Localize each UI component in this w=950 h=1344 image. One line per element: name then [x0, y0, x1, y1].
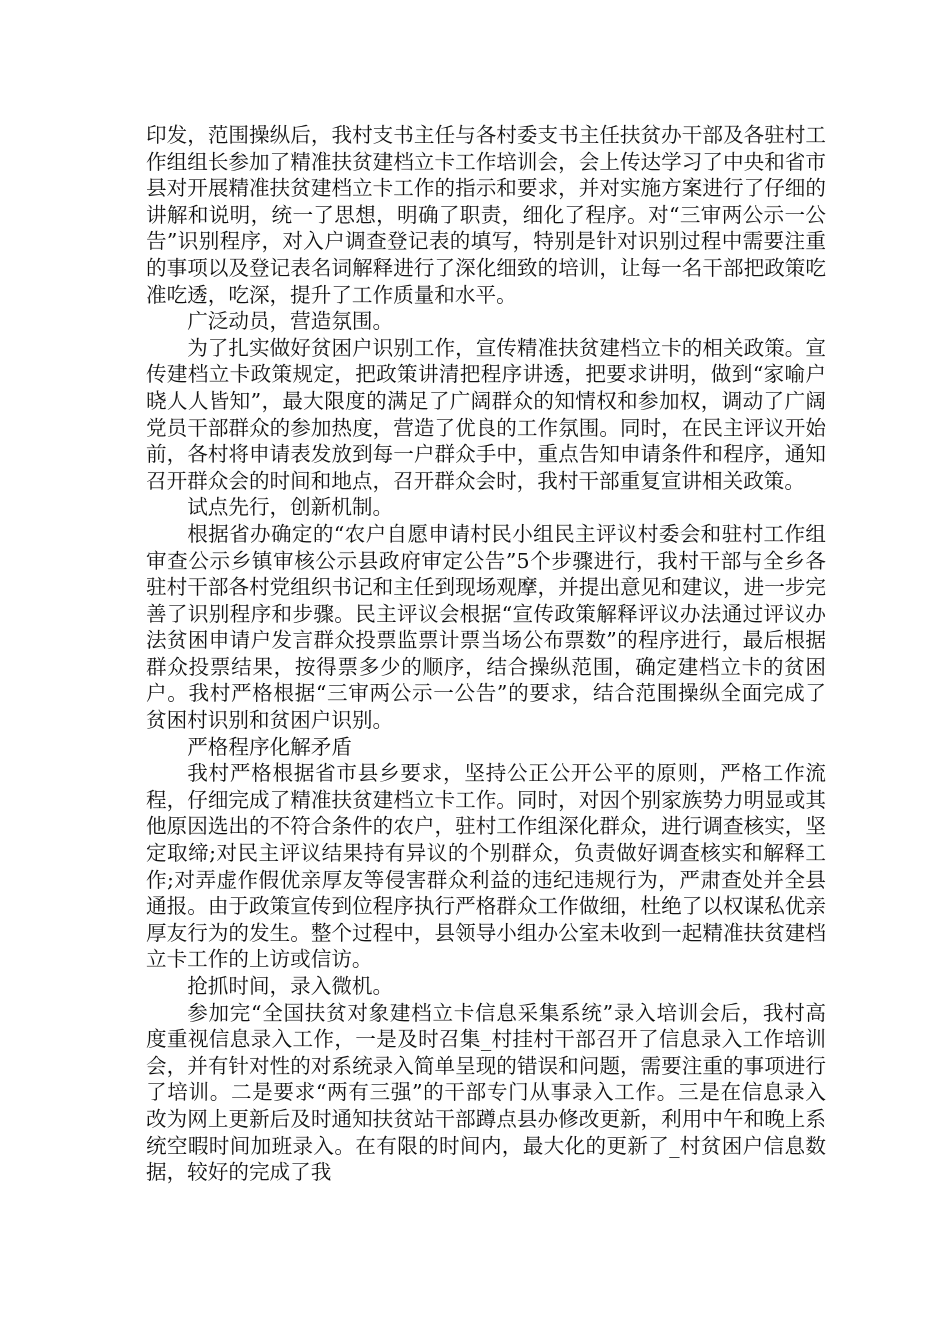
paragraph-mobilization: 为了扎实做好贫困户识别工作，宣传精准扶贫建档立卡的相关政策。宣传建档立卡政策规定，把政策讲清把程序讲透，把要求讲明，做到“家喻户晓人人皆知”，最大限度的满足了广阔群众的知情权和参加权，调动了广阔党员干部群众的参加热度，营造了优良的工作氛围。同时，在民主评议开始前，各村将申请表发放到每一户群众手中，重点告知申请条件和程序，通知召开群众会的时间和地点，召开群众会时，我村干部重复宣讲相关政策。	[146, 335, 826, 493]
section-heading-data-entry: 抢抓时间，录入微机。	[187, 974, 394, 998]
section-heading-mobilization: 广泛动员，营造氛围。	[187, 309, 394, 334]
section-heading-procedure: 严格程序化解矛盾	[187, 734, 352, 759]
paragraph-intro: 印发，范围操纵后，我村支书主任与各村委支书主任扶贫办干部及各驻村工作组组长参加了精准扶贫建档立卡工作培训会，会上传达学习了中央和省市县对开展精准扶贫建档立卡工作的指示和要求，并对实施方案进行了仔细的讲解和说明，统一了思想，明确了职责，细化了程序。对“三审两公示一公告”识别程序，对入户调查登记表的填写，特别是针对识别过程中需要注重的事项以及登记表名词解释进行了深化细致的培训，让每一名干部把政策吃准吃透，吃深，提升了工作质量和水平。	[146, 123, 826, 307]
document-body	[146, 122, 826, 1186]
paragraph-pilot: 根据省办确定的“农户自愿申请村民小组民主评议村委会和驻村工作组审查公示乡镇审核公示县政府审定公告”5个步骤进行，我村干部与全乡各驻村干部各村党组织书记和主任到现场观摩，并提出意见和建议，进一步完善了识别程序和步骤。民主评议会根据“宣传政策解释评议办法通过评议办法贫困申请户发言群众投票监票计票当场公布票数”的程序进行，最后根据群众投票结果，按得票多少的顺序，结合操纵范围，确定建档立卡的贫困户。我村严格根据“三审两公示一公告”的要求，结合范围操纵全面完成了贫困村识别和贫困户识别。	[146, 521, 826, 733]
paragraph-data-entry: 参加完“全国扶贫对象建档立卡信息采集系统”录入培训会后，我村高度重视信息录入工作，一是及时召集_村挂村干部召开了信息录入工作培训会，并有针对性的对系统录入简单呈现的错误和问题，需要注重的事项进行了培训。二是要求“两有三强”的干部专门从事录入工作。三是在信息录入改为网上更新后及时通知扶贫站干部蹲点县办修改更新，利用中午和晚上系统空暇时间加班录入。在有限的时间内，最大化的更新了_村贫困户信息数据，较好的完成了我	[146, 1000, 826, 1185]
paragraph-procedure: 我村严格根据省市县乡要求，坚持公正公开公平的原则，严格工作流程，仔细完成了精准扶贫建档立卡工作。同时，对因个别家族势力明显或其他原因选出的不符合条件的农户，驻村工作组深化群众，进行调查核实，坚定取缔;对民主评议结果持有异议的个别群众，负责做好调查核实和解释工作;对弄虚作假优亲厚友等侵害群众利益的违纪违规行为，严肃查处并全县通报。由于政策宣传到位程序执行严格群众工作做细，杜绝了以权谋私优亲厚友行为的发生。整个过程中，县领导小组办公室未收到一起精准扶贫建档立卡工作的上访或信访。	[146, 761, 826, 972]
section-heading-pilot: 试点先行，创新机制。	[187, 495, 394, 520]
